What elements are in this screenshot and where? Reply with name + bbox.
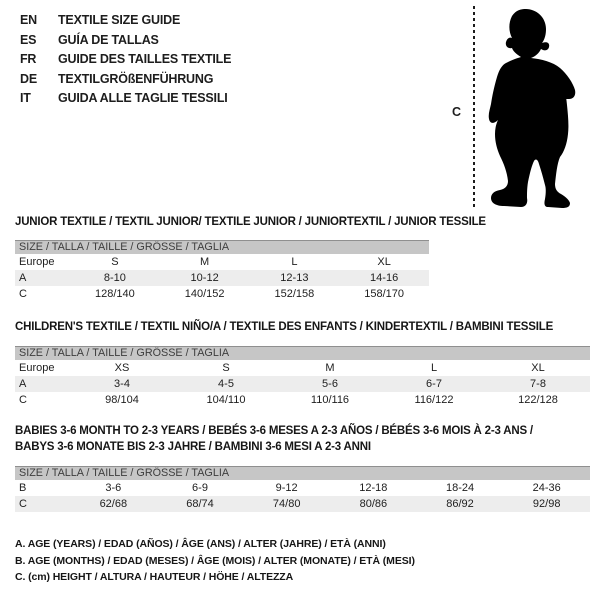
size-cell: 14-16: [370, 272, 399, 284]
size-cell: 6-7: [426, 378, 442, 390]
size-cell: 9-12: [275, 482, 298, 494]
footnote-c: C. (cm) HEIGHT / ALTURA / HAUTEUR / HÖHE / ALTEZZA: [15, 571, 294, 583]
size-cell: XL: [377, 256, 391, 268]
size-cell: 104/110: [206, 394, 246, 406]
table-header-junior: SIZE / TALLA / TAILLE / GRÖSSE / TAGLIA: [15, 240, 429, 254]
size-table-babies: [15, 466, 590, 512]
row-label: C: [19, 498, 27, 510]
size-cell: L: [430, 362, 438, 374]
height-measure-label: C: [452, 105, 462, 119]
row-label: Europe: [19, 256, 55, 268]
size-cell: S: [222, 362, 230, 374]
table-row: [15, 496, 590, 512]
size-cell: 128/140: [94, 288, 135, 300]
section-title-children: CHILDREN'S TEXTILE / TEXTIL NIÑO/A / TEXTILE DES ENFANTS / KINDERTEXTIL / BAMBINI TESSILE: [15, 321, 554, 333]
size-cell: 5-6: [322, 378, 338, 390]
language-code: EN: [20, 13, 37, 27]
language-label: TEXTILE SIZE GUIDE: [58, 13, 181, 27]
size-cell: 80/86: [359, 498, 388, 510]
size-cell: S: [111, 256, 119, 268]
size-cell: 68/74: [186, 498, 214, 510]
size-cell: XS: [114, 362, 130, 374]
table-row: [15, 286, 429, 302]
size-cell: M: [325, 362, 335, 374]
table-row: [15, 360, 590, 376]
size-cell: 140/152: [184, 288, 225, 300]
section-title-babies: [15, 424, 533, 455]
table-row: [15, 480, 590, 496]
size-cell: 122/128: [518, 394, 558, 406]
size-cell: 24-36: [532, 482, 561, 494]
size-cell: 98/104: [105, 394, 139, 406]
size-cell: 12-13: [280, 272, 309, 284]
baby-silhouette-image: [478, 2, 600, 212]
language-label: GUIDA ALLE TAGLIE TESSILI: [58, 91, 228, 105]
row-label: C: [19, 394, 27, 406]
footnotes: [15, 536, 415, 586]
language-row: [20, 89, 231, 109]
language-list: [20, 11, 231, 109]
language-code: IT: [20, 91, 31, 105]
size-cell: 92/98: [532, 498, 561, 510]
size-cell: 158/170: [364, 288, 404, 300]
size-cell: 116/122: [414, 394, 454, 406]
table-row: [15, 392, 590, 408]
language-row: [20, 70, 231, 90]
size-table-children: [15, 346, 590, 408]
size-cell: 18-24: [445, 482, 475, 494]
language-label: GUIDE DES TAILLES TEXTILE: [58, 52, 232, 66]
size-cell: L: [291, 256, 298, 268]
size-table-junior: [15, 240, 429, 302]
table-row: [15, 270, 429, 286]
language-label: TEXTILGRÖßENFÜHRUNG: [58, 71, 214, 86]
section-title-babies-line2: BABYS 3-6 MONATE BIS 2-3 JAHRE / BAMBINI 3-6 MESI A 2-3 ANNI: [15, 440, 371, 453]
language-code: ES: [20, 32, 37, 47]
size-cell: 10-12: [190, 272, 219, 284]
size-cell: 8-10: [103, 272, 126, 284]
language-code: FR: [20, 52, 37, 66]
size-cell: 6-9: [192, 482, 208, 494]
language-row: [20, 50, 231, 70]
language-code: DE: [20, 71, 37, 86]
size-cell: 7-8: [530, 378, 546, 390]
table-row: [15, 254, 429, 270]
row-label: C: [19, 288, 27, 300]
section-title-babies-line1: BABIES 3-6 MONTH TO 2-3 YEARS / BEBÉS 3-6 MESES A 2-3 AÑOS / BÉBÉS 3-6 MOIS À 2-3 ANS /: [15, 425, 533, 437]
size-cell: 110/116: [310, 394, 350, 406]
size-cell: M: [200, 256, 210, 268]
table-row: [15, 376, 590, 392]
language-row: [20, 11, 231, 31]
row-label: A: [19, 272, 27, 284]
language-label: GUÍA DE TALLAS: [58, 32, 159, 47]
language-row: [20, 31, 231, 51]
size-cell: 3-6: [105, 482, 122, 494]
size-cell: XL: [531, 362, 545, 374]
table-header-babies: SIZE / TALLA / TAILLE / GRÖSSE / TAGLIA: [15, 466, 590, 480]
row-label: Europe: [19, 362, 55, 374]
footnote-a: A. AGE (YEARS) / EDAD (AÑOS) / ÂGE (ANS) / ALTER (JAHRE) / ETÀ (ANNI): [15, 538, 386, 550]
size-cell: 3-4: [114, 378, 130, 390]
row-label: B: [19, 482, 27, 494]
size-cell: 62/68: [99, 498, 128, 510]
footnote-b: B. AGE (MONTHS) / EDAD (MESES) / ÂGE (MOIS) / ALTER (MONATE) / ETÀ (MESI): [15, 554, 415, 567]
size-cell: 74/80: [272, 498, 301, 510]
height-dashed-line: [473, 6, 475, 207]
section-title-junior: JUNIOR TEXTILE / TEXTIL JUNIOR/ TEXTILE JUNIOR / JUNIORTEXTIL / JUNIOR TESSILE: [15, 216, 486, 228]
size-cell: 12-18: [359, 482, 388, 494]
size-cell: 152/158: [274, 288, 315, 300]
table-header-children: SIZE / TALLA / TAILLE / GRÖSSE / TAGLIA: [15, 346, 590, 360]
size-cell: 4-5: [218, 378, 234, 390]
row-label: A: [19, 378, 27, 390]
size-cell: 86/92: [446, 498, 474, 510]
